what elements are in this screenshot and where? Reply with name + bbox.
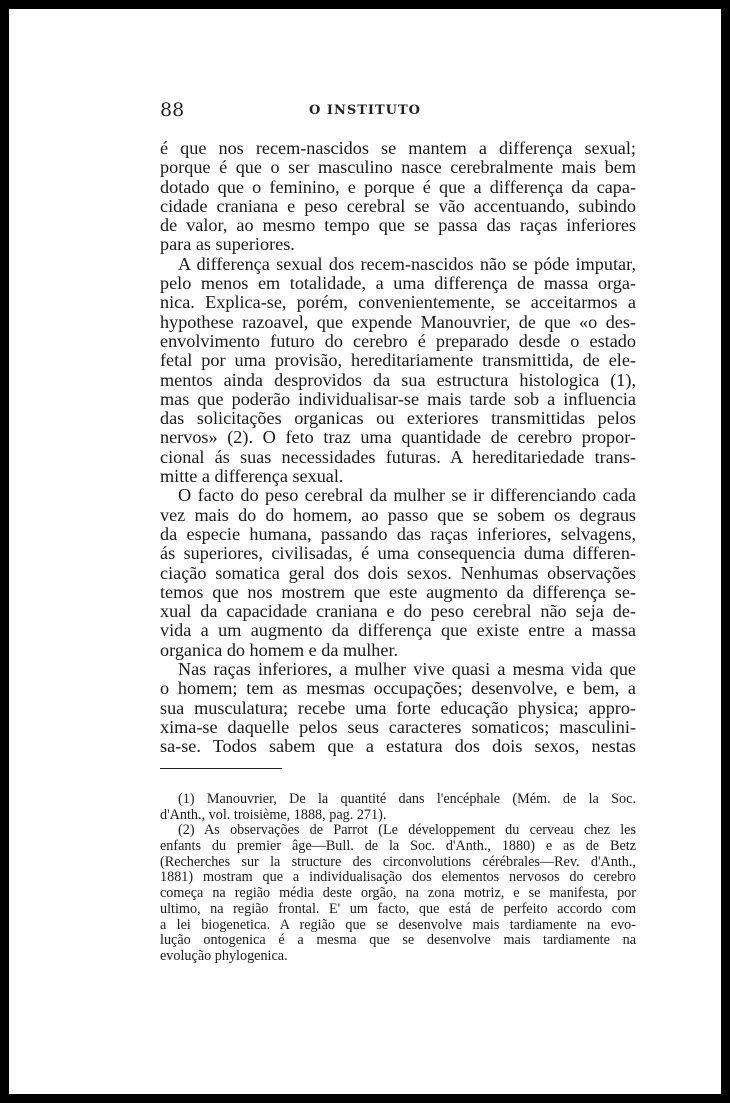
footnote-line: começa na região média deste orgão, na zona motriz, e se manifesta, por — [160, 886, 636, 902]
body-line: sua musculatura; recebe uma forte educação physica; appro- — [160, 698, 636, 718]
body-line: xima-se daquelle pelos seus caracteres somaticos; masculini- — [160, 717, 636, 737]
page-number: 88 — [160, 99, 185, 121]
footnote-line: evolução phylogenica. — [160, 948, 288, 964]
body-line: para as superiores. — [160, 235, 295, 255]
body-line: pelo menos em totalidade, a uma differença de massa orga- — [160, 274, 636, 294]
body-line: Nas raças inferiores, a mulher vive quasi a mesma vida que — [178, 660, 636, 680]
body-line: porque é que o ser masculino nasce cerebralmente mais bem — [160, 158, 636, 178]
body-line: das solicitações organicas ou exteriores transmittidas pelos — [160, 409, 636, 429]
body-line: ás superiores, civilisadas, é uma consequencia duma differen- — [160, 544, 636, 564]
footnote-line: enfants du premier âge—Bull. de la Soc. d'Anth., 1880) e as de Betz — [160, 839, 636, 855]
body-line: vez mais do do homem, ao passo que se sobem os degraus — [160, 505, 636, 525]
body-line: A differença sexual dos recem-nascidos não se póde imputar, — [178, 254, 636, 274]
footnote-line: ultimo, na região frontal. E' um facto, que está de perfeito accordo com — [160, 901, 636, 917]
body-line: vida a um augmento da differença que existe entre a massa — [160, 621, 636, 641]
footnotes — [160, 792, 636, 965]
body-line: dotado que o feminino, e porque é que a differença da capa- — [160, 177, 636, 197]
body-line: mentos ainda desprovidos da sua estructura histologica (1), — [160, 370, 636, 390]
body-line: nica. Explica-se, porém, convenientemente, se acceitarmos a — [160, 293, 636, 313]
body-line: cidade craniana e peso cerebral se vão accentuando, subindo — [160, 196, 636, 216]
body-line: organica do homem e da mulher. — [160, 640, 399, 660]
footnote-line: (2) As observações de Parrot (Le développement du cerveau chez les — [178, 823, 636, 839]
body-line: temos que nos mostrem que este augmento da differença se- — [160, 582, 636, 602]
body-line: de valor, ao mesmo tempo que se passa das raças inferiores — [160, 216, 636, 236]
body-line: envolvimento futuro do cerebro é preparado desde o estado — [160, 331, 636, 351]
footnote-line: lução ontogenica é a mesma que se desenvolve mais tardiamente na — [160, 933, 636, 949]
body-line: é que nos recem-nascidos se mantem a differença sexual; — [160, 139, 636, 158]
book-page — [9, 9, 721, 1094]
footnote-line: d'Anth., vol. troisième, 1888, pag. 271). — [160, 807, 387, 823]
body-line: mitte a differença sexual. — [160, 467, 344, 487]
page-header — [9, 99, 721, 123]
body-line: xual da capacidade craniana e do peso cerebral não seja de- — [160, 602, 636, 622]
running-title: O INSTITUTO — [309, 103, 421, 118]
footnote-line: (Recherches sur la structure des circonvolutions cérébrales—Rev. d'Anth., — [160, 854, 636, 870]
footnote-separator — [160, 768, 282, 769]
body-line: hypothese razoavel, que expende Manouvrier, de que «o des- — [160, 312, 636, 332]
body-line: mas que poderão individualisar-se mais tarde sob a influencia — [160, 389, 636, 409]
body-line: O facto do peso cerebral da mulher se ir differenciando cada — [178, 486, 636, 506]
body-line: fetal por uma provisão, hereditariamente transmittida, de ele- — [160, 351, 636, 371]
body-line: cional ás suas necessidades futuras. A hereditariedade trans- — [160, 447, 636, 467]
footnote-line: (1) Manouvrier, De la quantité dans l'encéphale (Mém. de la Soc. — [178, 792, 636, 807]
body-line: da especie humana, passando das raças inferiores, selvagens, — [160, 524, 636, 544]
body-line: nervos» (2). O feto traz uma quantidade de cerebro propor- — [160, 428, 636, 448]
footnote-line: 1881) mostram que a individualisação dos elementos nervosos do cerebro — [160, 870, 636, 886]
body-text — [160, 139, 636, 757]
body-line: ciação somatica geral dos dois sexos. Nenhumas observações — [160, 563, 636, 583]
body-line: sa-se. Todos sabem que a estatura dos dois sexos, nestas — [160, 737, 636, 757]
footnote-line: a lei biogenetica. A região que se desenvolve mais tardiamente na evo- — [160, 917, 636, 933]
body-line: o homem; tem as mesmas occupações; desenvolve, e bem, a — [160, 679, 636, 699]
